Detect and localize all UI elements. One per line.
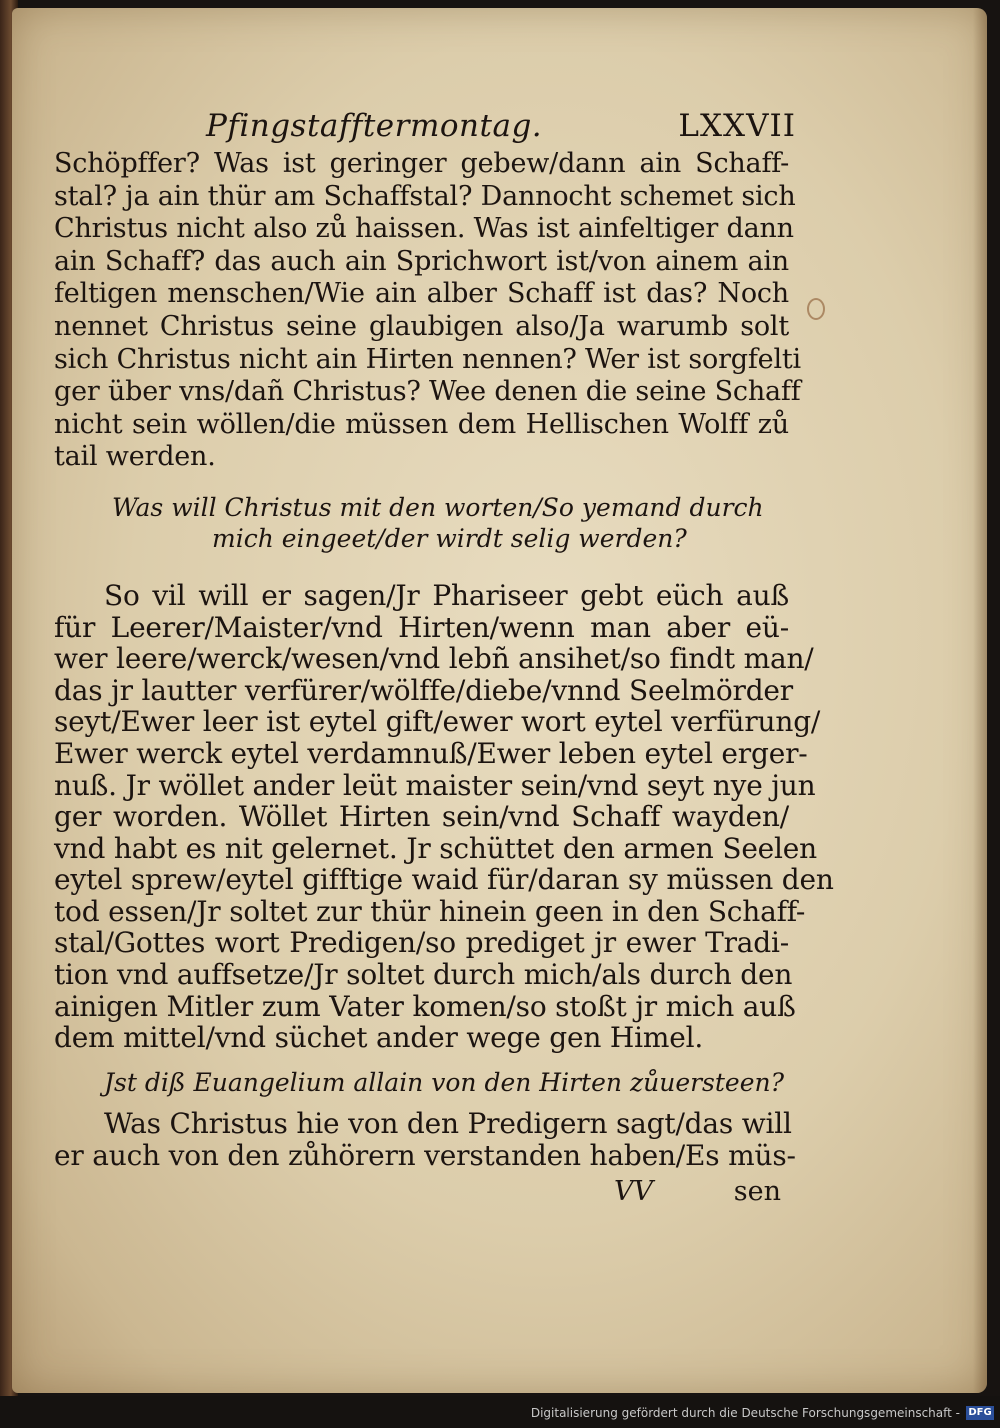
question-heading-2: Jst diß Euangelium allain von den Hirten zůuersteen?: [104, 1067, 785, 1097]
digitization-credit: Digitalisierung gefördert durch die Deutsche Forschungsgemeinschaft -: [530, 1406, 960, 1420]
running-head: [206, 108, 796, 148]
text-line: So vil will er sagen/Jr Phariseer gebt eüch auß: [104, 578, 789, 612]
text-line: nuß. Jr wöllet ander leüt maister sein/vnd seyt nye jun: [54, 768, 816, 802]
text-line: er auch von den zůhörern verstanden haben/Es müs-: [54, 1138, 796, 1172]
text-line: Was Christus hie von den Predigern sagt/das will: [104, 1106, 792, 1140]
text-line: ger worden. Wöllet Hirten sein/vnd Schaff wayden/: [54, 800, 789, 834]
text-line: dem mittel/vnd süchet ander wege gen Himel.: [54, 1021, 704, 1055]
page-edge-shadow: [973, 8, 987, 1393]
text-line: eytel sprew/eytel gifftige waid für/daran sy müssen den: [54, 863, 834, 897]
text-line: nennet Christus seine glaubigen also/Ja warumb solt: [54, 310, 789, 342]
page-footer-row: [54, 1176, 789, 1214]
text-line: ainigen Mitler zum Vater komen/so stoßt jr mich auß: [54, 989, 796, 1023]
closing-paragraph: [54, 1106, 796, 1172]
text-line: nicht sein wöllen/die müssen dem Hellischen Wolff zů: [54, 408, 789, 440]
folio-number: LXXVII: [678, 108, 796, 144]
catchword: sen: [733, 1175, 781, 1207]
question-heading: [54, 492, 789, 554]
text-line: wer leere/werck/wesen/vnd lebñ ansihet/so findt man/: [54, 642, 814, 676]
text-line: ger über vns/dañ Christus? Wee denen die seine Schaff: [54, 376, 801, 408]
text-line: stal/Gottes wort Predigen/so prediget jr ewer Tradi-: [54, 926, 789, 960]
signature-mark: VV: [614, 1175, 653, 1207]
text-line: Schöpffer? Was ist geringer gebew/dann ain Schaff-: [54, 148, 789, 179]
running-head-title: Pfingstafftermontag.: [206, 108, 543, 144]
text-block: [54, 108, 834, 1214]
text-line: tod essen/Jr soltet zur thür hinein geen in den Schaff-: [54, 894, 806, 928]
text-line: für Leerer/Maister/vnd Hirten/wenn man aber eü-: [54, 610, 789, 644]
ink-stain: [807, 298, 825, 320]
book-page: [12, 8, 987, 1393]
text-line: Ewer werck eytel verdamnuß/Ewer leben eytel erger-: [54, 736, 808, 770]
text-line: ain Schaff? das auch ain Sprichwort ist/von ainem ain: [54, 245, 789, 277]
text-line: tion vnd auffsetze/Jr soltet durch mich/als durch den: [54, 958, 793, 992]
text-line: feltigen menschen/Wie ain alber Schaff ist das? Noch: [54, 278, 789, 310]
text-line: stal? ja ain thür am Schaffstal? Dannocht schemet sich: [54, 180, 796, 212]
text-line: vnd habt es nit gelernet. Jr schüttet den armen Seelen: [54, 831, 818, 865]
body-paragraph: [54, 148, 801, 474]
answer-paragraph: [54, 578, 834, 1055]
question-line: mich eingeet/der wirdt selig werden?: [212, 523, 687, 553]
text-line: sich Christus nicht ain Hirten nennen? Wer ist sorgfelti: [54, 343, 801, 375]
dfg-logo: DFG: [966, 1406, 994, 1420]
question-line: Was will Christus mit den worten/So yemand durch: [112, 492, 764, 522]
text-line: seyt/Ewer leer ist eytel gift/ewer wort eytel verfürung/: [54, 705, 821, 739]
text-line: tail werden.: [54, 441, 216, 473]
text-line: das jr lautter verfürer/wölffe/diebe/vnnd Seelmörder: [54, 673, 793, 707]
text-line: Christus nicht also zů haissen. Was ist ainfeltiger dann: [54, 213, 794, 245]
